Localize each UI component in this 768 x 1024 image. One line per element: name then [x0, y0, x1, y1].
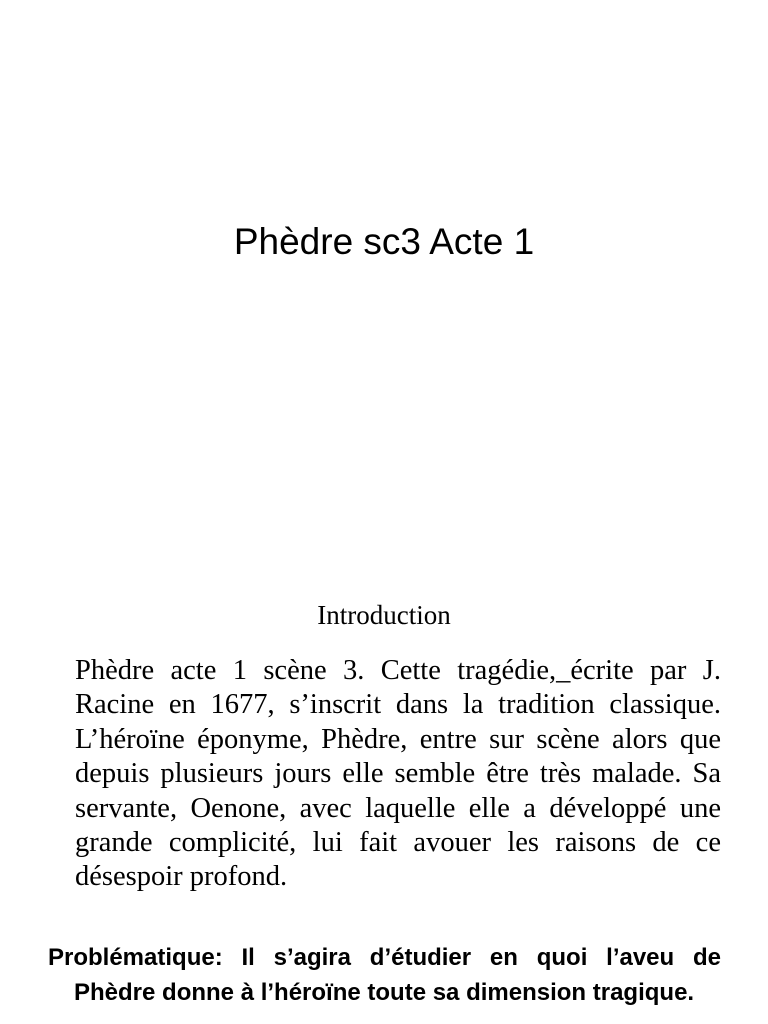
section-heading-introduction: Introduction	[317, 600, 451, 630]
introduction-paragraph: Phèdre acte 1 scène 3. Cette tragédie,_écrite par J. Racine en 1677, s’inscrit dans la tradition classique. L’héroïne éponyme, Phèdre, entre sur scène alors que depuis plusieurs jours elle semble être très malade. Sa servante, Oenone, avec laquelle elle a développé une grande complicité, lui fait avouer les raisons de ce désespoir profond.	[75, 655, 721, 893]
problematique-paragraph	[48, 940, 721, 1010]
problematique-text: Problématique: Il s’agira d’étudier en quoi l’aveu de Phèdre donne à l’héroïne toute sa dimension tragique.	[48, 944, 721, 1006]
slide-title: Phèdre sc3 Acte 1	[233, 221, 535, 262]
